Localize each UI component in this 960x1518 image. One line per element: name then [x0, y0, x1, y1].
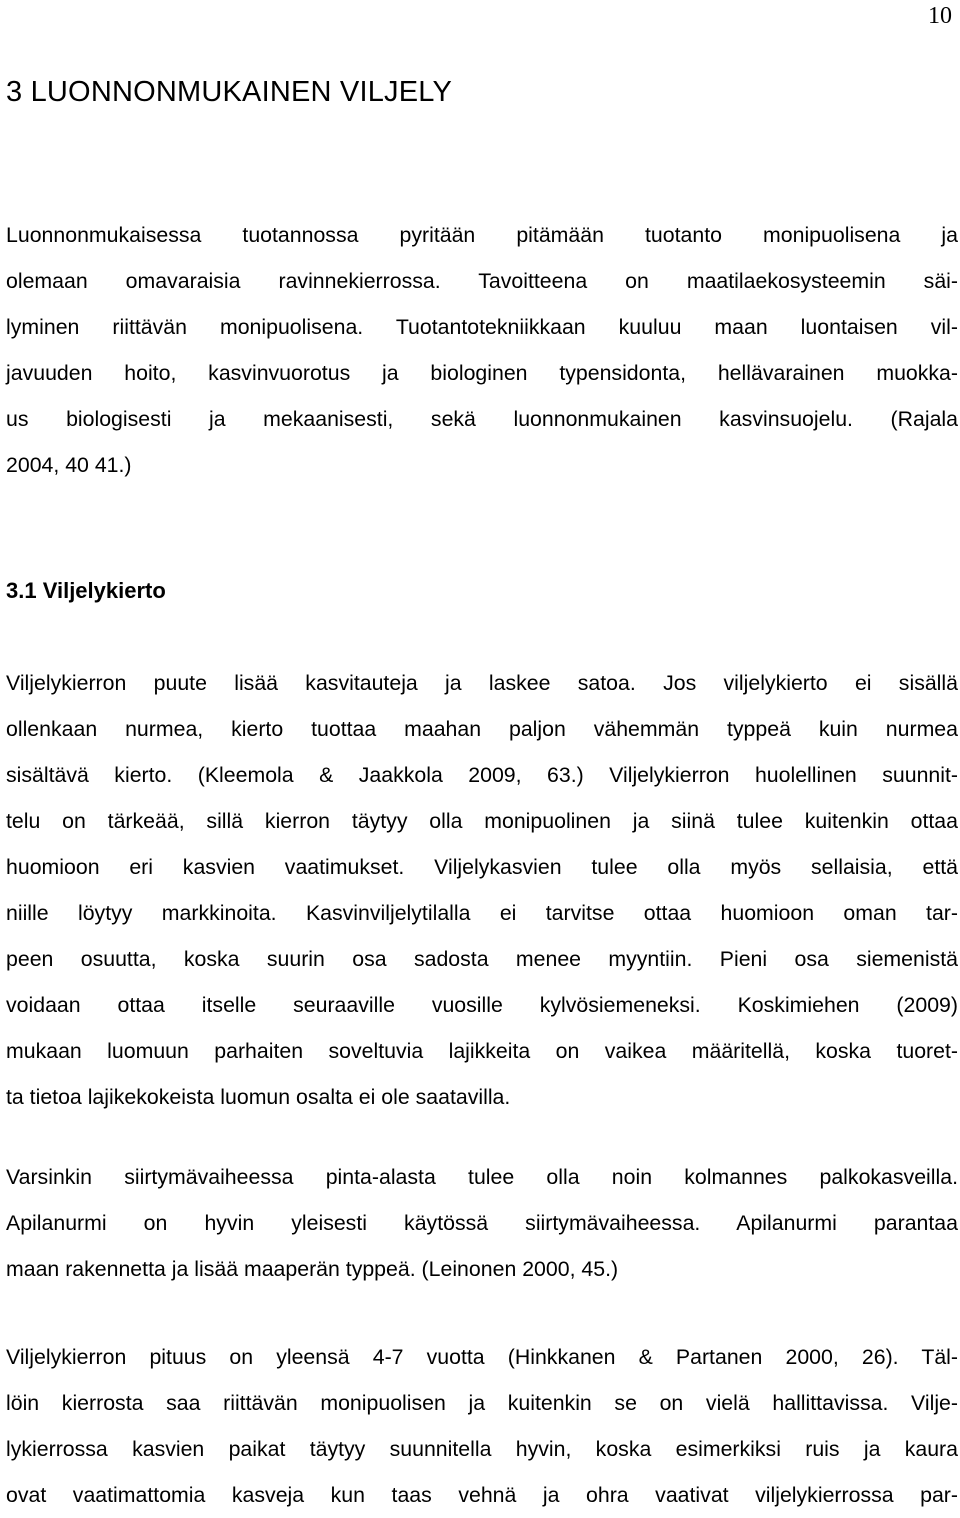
text-line: ollenkaan nurmea, kierto tuottaa maahan paljon vähemmän typpeä kuin nurmea	[6, 717, 958, 741]
text-line: maan rakennetta ja lisää maaperän typpeä. (Leinonen 2000, 45.)	[6, 1257, 619, 1281]
paragraph-rotation-length	[6, 1334, 958, 1518]
paragraph-transition	[6, 1154, 958, 1292]
text-line: niille löytyy markkinoita. Kasvinviljelytilalla ei tarvitse ottaa huomioon oman tar-	[6, 901, 958, 925]
paragraph-intro	[6, 212, 958, 488]
text-line: 2004, 40 41.)	[6, 453, 132, 477]
text-line: Varsinkin siirtymävaiheessa pinta-alasta tulee olla noin kolmannes palkokasveilla.	[6, 1165, 958, 1189]
text-line: telu on tärkeää, sillä kierron täytyy olla monipuolinen ja siinä tulee kuitenkin ottaa	[6, 809, 958, 833]
text-line: ovat vaatimattomia kasveja kun taas vehnä ja ohra vaativat viljelykierrossa par-	[6, 1483, 958, 1507]
page-number: 10	[928, 3, 952, 29]
text-line: us biologisesti ja mekaanisesti, sekä luonnonmukainen kasvinsuojelu. (Rajala	[6, 407, 958, 431]
text-line: olemaan omavaraisia ravinnekierrossa. Tavoitteena on maatilaekosysteemin säi-	[6, 269, 958, 293]
text-line: ta tietoa lajikekokeista luomun osalta ei ole saatavilla.	[6, 1085, 511, 1109]
text-line: löin kierrosta saa riittävän monipuolisen ja kuitenkin se on vielä hallittavissa. Vilje-	[6, 1391, 958, 1415]
text-line: javuuden hoito, kasvinvuorotus ja biologinen typensidonta, hellävarainen muokka-	[6, 361, 958, 385]
text-line: Apilanurmi on hyvin yleisesti käytössä siirtymävaiheessa. Apilanurmi parantaa	[6, 1211, 958, 1235]
text-line: Luonnonmukaisessa tuotannossa pyritään pitämään tuotanto monipuolisena ja	[6, 223, 958, 247]
paragraph-crop-rotation	[6, 660, 958, 1120]
text-line: lykierrossa kasvien paikat täytyy suunnitella hyvin, koska esimerkiksi ruis ja kaura	[6, 1437, 958, 1461]
text-line: Viljelykierron puute lisää kasvitauteja ja laskee satoa. Jos viljelykierto ei sisällä	[6, 671, 958, 695]
text-line: voidaan ottaa itselle seuraaville vuosille kylvösiemeneksi. Koskimiehen (2009)	[6, 993, 958, 1017]
text-line: mukaan luomuun parhaiten soveltuvia lajikkeita on vaikea määritellä, koska tuoret-	[6, 1039, 958, 1063]
text-line: peen osuutta, koska suurin osa sadosta menee myyntiin. Pieni osa siemenistä	[6, 947, 958, 971]
text-line: lyminen riittävän monipuolisena. Tuotantotekniikkaan kuuluu maan luontaisen vil-	[6, 315, 958, 339]
text-line: Viljelykierron pituus on yleensä 4-7 vuotta (Hinkkanen & Partanen 2000, 26). Täl-	[6, 1345, 958, 1369]
text-line: sisältävä kierto. (Kleemola & Jaakkola 2009, 63.) Viljelykierron huolellinen suunnit-	[6, 763, 958, 787]
chapter-heading: 3 LUONNONMUKAINEN VILJELY	[6, 76, 453, 108]
text-line: huomioon eri kasvien vaatimukset. Viljelykasvien tulee olla myös sellaisia, että	[6, 855, 958, 879]
section-heading: 3.1 Viljelykierto	[6, 578, 166, 603]
